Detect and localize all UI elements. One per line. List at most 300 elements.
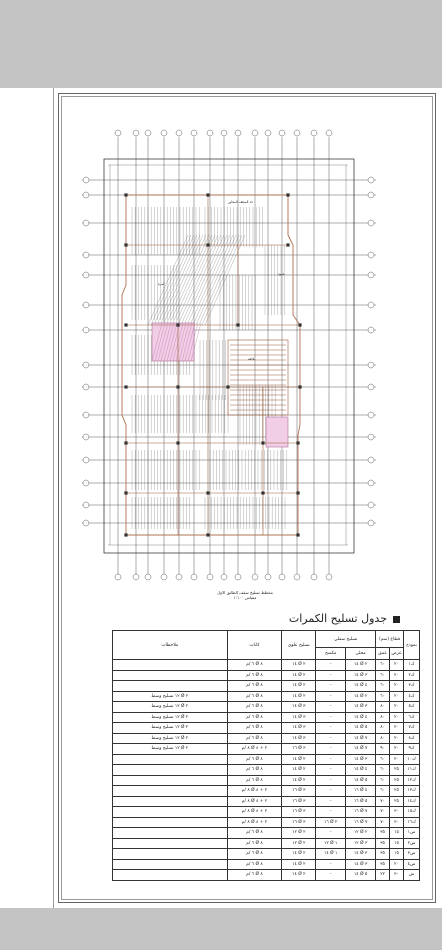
table-cell-stirrups: ٨ Ø ٦ /م	[227, 828, 282, 839]
table-cell-w: ٢٥	[390, 796, 404, 807]
table-cell-notes	[113, 786, 228, 797]
table-row	[113, 828, 420, 839]
grid-bubble	[368, 177, 374, 183]
hatch-line	[163, 235, 203, 325]
column	[261, 441, 264, 444]
table-cell-notes: ٢ Ø ١٢ تسليح وسط	[113, 723, 228, 734]
table-cell-straight: ٣ Ø ١٤	[346, 849, 376, 860]
grid-bubble	[191, 130, 197, 136]
table-cell-d: ٦٠	[376, 786, 390, 797]
table-header-row	[113, 631, 420, 648]
hatch-line	[154, 235, 194, 325]
table-heading	[240, 612, 400, 628]
column	[176, 385, 179, 388]
table-cell-straight: ٢ Ø ١٢	[346, 828, 376, 839]
grid-bubble	[83, 272, 89, 278]
table-cell-d: ٣٥	[376, 859, 390, 870]
table-cell-w: ٢٠	[390, 744, 404, 755]
grid-bubble	[83, 362, 89, 368]
grid-bubble	[279, 574, 285, 580]
table-cell-type: ك١٦	[404, 817, 420, 828]
void-area	[152, 323, 194, 361]
plan-caption-scale: مقياس ١:١٠٠	[233, 595, 257, 600]
table-cell-bent: -	[316, 702, 346, 713]
table-cell-bent: -	[316, 765, 346, 776]
table-cell-type: ك١٤	[404, 796, 420, 807]
grid-bubble	[368, 192, 374, 198]
table-cell-notes	[113, 817, 228, 828]
table-cell-w: ٢٠	[390, 859, 404, 870]
table-cell-straight: ٥ Ø ١٤	[346, 775, 376, 786]
table-cell-d: ٦٠	[376, 660, 390, 671]
table-cell-type: س٣	[404, 849, 420, 860]
grid-bubble	[235, 130, 241, 136]
table-cell-w: ٣٠	[390, 807, 404, 818]
grid-bubble	[252, 130, 258, 136]
table-row	[113, 660, 420, 671]
header-stirrups: كانات	[227, 631, 282, 660]
plan-label: كمرة	[158, 282, 165, 286]
table-cell-straight: ٧ Ø ١٤	[346, 733, 376, 744]
plan-caption	[200, 590, 290, 600]
table-cell-notes	[113, 807, 228, 818]
sheet-left-edge	[53, 88, 54, 908]
hatch-line	[178, 235, 218, 325]
table-cell-bent: ١ Ø ١٤	[316, 849, 346, 860]
table-cell-w: ٢٠	[390, 660, 404, 671]
table-cell-bent: -	[316, 670, 346, 681]
table-cell-w: ٢٥	[390, 775, 404, 786]
grid-bubble	[207, 574, 213, 580]
plan-label: حد السقف المجاور	[228, 200, 254, 204]
grid-bubble	[83, 192, 89, 198]
grid-bubble	[115, 130, 121, 136]
table-cell-straight: ٧ Ø ١٦	[346, 807, 376, 818]
table-cell-d: ٨٠	[376, 733, 390, 744]
plan-label: عمود	[278, 272, 285, 276]
table-cell-top: ٣ Ø ١٤	[282, 733, 316, 744]
grid-bubble	[368, 502, 374, 508]
grid-bubble	[83, 412, 89, 418]
column	[124, 323, 127, 326]
table-cell-w: ٣٠	[390, 870, 404, 881]
table-row	[113, 681, 420, 692]
grid-bubble	[83, 252, 89, 258]
grid-bubble	[83, 177, 89, 183]
table-cell-type: ك١	[404, 660, 420, 671]
table-cell-stirrups: ٨ Ø ٦ /م	[227, 838, 282, 849]
table-row	[113, 723, 420, 734]
table-row	[113, 765, 420, 776]
table-row	[113, 838, 420, 849]
slab-hatching	[132, 207, 287, 529]
grid-bubble	[83, 520, 89, 526]
table-cell-bent: -	[316, 796, 346, 807]
table-cell-type: ك١١	[404, 765, 420, 776]
table-cell-type: س١	[404, 828, 420, 839]
table-cell-bent: ١ Ø ١٢	[316, 838, 346, 849]
grid-bubble	[326, 574, 332, 580]
table-cell-bent: -	[316, 859, 346, 870]
table-cell-notes: ٢ Ø ١٢ تسليح وسط	[113, 691, 228, 702]
table-cell-stirrups: ٨ Ø ٦ /م	[227, 775, 282, 786]
table-cell-d: ٦٠	[376, 670, 390, 681]
column	[124, 491, 127, 494]
table-cell-w: ٢٠	[390, 702, 404, 713]
table-cell-type: ك٢	[404, 670, 420, 681]
grid-bubble	[83, 302, 89, 308]
table-cell-top: ٢ Ø ١٤	[282, 660, 316, 671]
column	[206, 533, 209, 536]
table-cell-w: ٢٥	[390, 786, 404, 797]
table-cell-notes	[113, 660, 228, 671]
column	[261, 491, 264, 494]
table-row	[113, 691, 420, 702]
hatch-line	[148, 235, 188, 325]
table-cell-w: ٢٠	[390, 754, 404, 765]
table-cell-bent: -	[316, 691, 346, 702]
header-straight: محلي	[346, 648, 376, 660]
table-cell-type: ك١٠	[404, 754, 420, 765]
grid-bubble	[83, 434, 89, 440]
table-cell-type: ك٩	[404, 744, 420, 755]
table-cell-stirrups: ٨ Ø ٦ /م	[227, 723, 282, 734]
grid-bubble	[265, 574, 271, 580]
table-cell-stirrups: ٢ + ٨ Ø ٨ /م	[227, 817, 282, 828]
table-row	[113, 733, 420, 744]
grid-bubble	[326, 130, 332, 136]
table-cell-bent: -	[316, 712, 346, 723]
table-cell-type: ك٨	[404, 733, 420, 744]
table-cell-straight: ٤ Ø ١٤	[346, 765, 376, 776]
grid-bubble	[311, 574, 317, 580]
table-cell-notes	[113, 849, 228, 860]
table-cell-stirrups: ٨ Ø ٦ /م	[227, 765, 282, 776]
table-cell-d: ٧٠	[376, 817, 390, 828]
grid-bubble	[368, 362, 374, 368]
grid-bubble	[311, 130, 317, 136]
column	[124, 243, 127, 246]
grid-bubble	[161, 130, 167, 136]
table-cell-bent: -	[316, 733, 346, 744]
table-cell-notes	[113, 870, 228, 881]
hatch-line	[175, 235, 215, 325]
hatch-line	[166, 235, 206, 325]
table-cell-top: ٢ Ø ١٤	[282, 870, 316, 881]
table-cell-bent: -	[316, 828, 346, 839]
column	[296, 533, 299, 536]
table-row	[113, 702, 420, 713]
table-cell-w: ٢٠	[390, 681, 404, 692]
table-cell-d: ٦٠	[376, 681, 390, 692]
table-cell-w: ٢٠	[390, 712, 404, 723]
beam-reinforcement-table	[112, 630, 420, 881]
header-bottom: تسليح سفلي	[316, 631, 376, 648]
hatch-line	[151, 235, 191, 325]
table-cell-notes	[113, 670, 228, 681]
grid-bubble	[252, 574, 258, 580]
column	[124, 193, 127, 196]
table-cell-d: ٦٠	[376, 754, 390, 765]
table-cell-bent: ٢ Ø ١٦	[316, 817, 346, 828]
table-cell-d: ٧٠	[376, 796, 390, 807]
table-cell-stirrups: ٨ Ø ٦ /م	[227, 670, 282, 681]
hatch-line	[169, 235, 209, 325]
table-cell-stirrups: ٨ Ø ٦ /م	[227, 859, 282, 870]
grid-bubble	[145, 574, 151, 580]
table-cell-d: ٨٠	[376, 712, 390, 723]
table-cell-w: ١٥	[390, 838, 404, 849]
plan-caption-title: مخطط تسليح سقف الطابق الاول	[217, 590, 273, 595]
table-cell-type: ك١٥	[404, 807, 420, 818]
grid-bubble	[368, 457, 374, 463]
hatch-line	[184, 235, 224, 325]
table-cell-top: ٣ Ø ١٤	[282, 723, 316, 734]
grid-bubble	[294, 130, 300, 136]
table-cell-top: ٢ Ø ١٤	[282, 691, 316, 702]
table-cell-notes	[113, 859, 228, 870]
grid-bubble	[368, 302, 374, 308]
table-cell-d: ٦٠	[376, 765, 390, 776]
table-cell-top: ٢ Ø ١٤	[282, 681, 316, 692]
table-cell-bent: -	[316, 744, 346, 755]
table-cell-w: ٢٠	[390, 670, 404, 681]
grid-bubble	[368, 520, 374, 526]
table-cell-top: ٢ Ø ١٤	[282, 765, 316, 776]
grid-bubble	[207, 130, 213, 136]
table-cell-w: ٢٠	[390, 733, 404, 744]
table-heading-text: جدول تسليح الكمرات	[288, 612, 387, 625]
table-cell-stirrups: ٢ + ٨ Ø ٨ /م	[227, 807, 282, 818]
table-cell-straight: ٢ Ø ١٤	[346, 660, 376, 671]
header-width: عرض	[390, 648, 404, 660]
table-cell-type: ك١٢	[404, 775, 420, 786]
table-cell-straight: ٤ Ø ١٦	[346, 786, 376, 797]
table-cell-notes: ٢ Ø ١٢ تسليح وسط	[113, 733, 228, 744]
table-cell-type: ك٤	[404, 691, 420, 702]
table-cell-stirrups: ٨ Ø ٦ /م	[227, 733, 282, 744]
column	[206, 491, 209, 494]
table-row	[113, 744, 420, 755]
column	[286, 243, 289, 246]
column	[124, 533, 127, 536]
column	[298, 323, 301, 326]
table-cell-bent: -	[316, 786, 346, 797]
table-cell-top: ٣ Ø ١٦	[282, 817, 316, 828]
table-cell-top: ٣ Ø ١٦	[282, 807, 316, 818]
header-depth: عمق	[376, 648, 390, 660]
table-row	[113, 870, 420, 881]
grid-bubble	[368, 384, 374, 390]
table-row	[113, 786, 420, 797]
table-cell-notes	[113, 681, 228, 692]
table-cell-notes: ٢ Ø ١٢ تسليح وسط	[113, 712, 228, 723]
grid-bubble	[176, 574, 182, 580]
table-cell-d: ٦٠	[376, 691, 390, 702]
table-cell-type: ش	[404, 870, 420, 881]
table-cell-stirrups: ٢ + ٨ Ø ٨ /م	[227, 796, 282, 807]
table-row	[113, 670, 420, 681]
table-cell-bent: -	[316, 807, 346, 818]
hatch-line	[196, 235, 236, 325]
hatch-line	[205, 235, 245, 325]
table-cell-straight: ٣ Ø ١٤	[346, 702, 376, 713]
table-row	[113, 796, 420, 807]
header-type: نموذج	[404, 631, 420, 660]
table-cell-straight: ٢ Ø ١٤	[346, 691, 376, 702]
column	[298, 385, 301, 388]
table-cell-bent: -	[316, 870, 346, 881]
grid-bubble	[115, 574, 121, 580]
table-cell-notes	[113, 765, 228, 776]
table-cell-stirrups: ٨ Ø ٦ /م	[227, 870, 282, 881]
grid-bubble	[368, 220, 374, 226]
table-cell-w: ١٥	[390, 849, 404, 860]
table-cell-bent: -	[316, 723, 346, 734]
table-cell-top: ٢ Ø ١٤	[282, 754, 316, 765]
table-cell-straight: ٤ Ø ١٤	[346, 712, 376, 723]
table-cell-top: ٣ Ø ١٤	[282, 702, 316, 713]
table-cell-notes: ٢ Ø ١٢ تسليح وسط	[113, 744, 228, 755]
table-cell-top: ٢ Ø ١٤	[282, 775, 316, 786]
grid-bubble	[83, 327, 89, 333]
table-cell-d: ٩٠	[376, 744, 390, 755]
table-cell-straight: ٣ Ø ١٢	[346, 838, 376, 849]
viewer-top-bar	[0, 0, 442, 88]
table-cell-stirrups: ٨ Ø ٦ /م	[227, 681, 282, 692]
grid-bubble	[83, 384, 89, 390]
table-cell-d: ٦٠	[376, 775, 390, 786]
column	[286, 193, 289, 196]
table-cell-notes	[113, 838, 228, 849]
roof-slab-plan	[78, 125, 392, 585]
table-cell-w: ٣٠	[390, 817, 404, 828]
table-cell-stirrups: ٨ Ø ٦ /م	[227, 660, 282, 671]
table-cell-stirrups: ٨ Ø ٦ /م	[227, 849, 282, 860]
table-cell-straight: ٣ Ø ١٤	[346, 754, 376, 765]
table-cell-bent: -	[316, 660, 346, 671]
table-cell-notes: ٢ Ø ١٢ تسليح وسط	[113, 702, 228, 713]
table-row	[113, 754, 420, 765]
grid-bubble	[161, 574, 167, 580]
grid-bubble	[133, 574, 139, 580]
grid-bubble	[279, 130, 285, 136]
column	[226, 385, 229, 388]
column	[124, 385, 127, 388]
column	[296, 441, 299, 444]
table-cell-d: ٣٥	[376, 828, 390, 839]
table-cell-straight: ٥ Ø ١٤	[346, 723, 376, 734]
table-cell-type: ك٦	[404, 712, 420, 723]
table-row	[113, 712, 420, 723]
grid-bubble	[83, 502, 89, 508]
grid-bubble	[368, 272, 374, 278]
table-cell-notes	[113, 775, 228, 786]
table-cell-w: ٢٠	[390, 723, 404, 734]
grid-bubble	[145, 130, 151, 136]
table-cell-top: ٣ Ø ١٦	[282, 786, 316, 797]
table-cell-stirrups: ٨ Ø ٦ /م	[227, 702, 282, 713]
table-cell-top: ٣ Ø ١٦	[282, 796, 316, 807]
column	[296, 491, 299, 494]
grid-bubble	[221, 574, 227, 580]
grid-bubble	[83, 480, 89, 486]
hatch-line	[193, 235, 233, 325]
stair-block	[228, 340, 288, 415]
table-cell-notes	[113, 754, 228, 765]
table-cell-stirrups: ٨ Ø ٦ /م	[227, 754, 282, 765]
table-row	[113, 859, 420, 870]
header-section: قطاع (سم)	[376, 631, 404, 648]
grid-bubble	[265, 130, 271, 136]
grid-bubble	[368, 327, 374, 333]
table-cell-bent: -	[316, 754, 346, 765]
hatch-line	[181, 235, 221, 325]
hatch-line	[172, 235, 212, 325]
grid-bubble	[221, 130, 227, 136]
plan-label: بلاطة	[248, 357, 256, 361]
table-cell-straight: ٧ Ø ١٤	[346, 744, 376, 755]
column	[176, 323, 179, 326]
table-body	[113, 660, 420, 881]
grid-bubbles	[83, 130, 374, 580]
header-bent: مكسح	[316, 648, 346, 660]
table-cell-w: ٢٥	[390, 765, 404, 776]
column	[206, 193, 209, 196]
grid-bubble	[83, 457, 89, 463]
table-cell-top: ٢ Ø ١٤	[282, 670, 316, 681]
bullet-square-icon	[393, 616, 400, 623]
table-cell-top: ٣ Ø ١٦	[282, 744, 316, 755]
table-cell-straight: ٥ Ø ١٤	[346, 870, 376, 881]
table-cell-top: ٣ Ø ١٤	[282, 712, 316, 723]
grid-bubble	[294, 574, 300, 580]
table-cell-stirrups: ٨ Ø ٦ /م	[227, 712, 282, 723]
table-cell-straight: ٣ Ø ١٤	[346, 859, 376, 870]
column	[176, 441, 179, 444]
grid-bubble	[368, 412, 374, 418]
table-cell-type: ك١٣	[404, 786, 420, 797]
table-cell-notes	[113, 828, 228, 839]
table-cell-straight: ٤ Ø ١٤	[346, 681, 376, 692]
void-area	[266, 417, 288, 447]
table-row	[113, 849, 420, 860]
table-cell-stirrups: ٢ + ٨ Ø ٨ /م	[227, 786, 282, 797]
table-cell-d: ٣٥	[376, 838, 390, 849]
table-cell-top: ٢ Ø ١٢	[282, 838, 316, 849]
table-cell-d: ٣٥	[376, 849, 390, 860]
table-cell-d: ٢٢	[376, 870, 390, 881]
grid-bubble	[191, 574, 197, 580]
grid-bubble	[368, 252, 374, 258]
table-cell-type: ك٣	[404, 681, 420, 692]
table-cell-straight: ٥ Ø ١٦	[346, 796, 376, 807]
grid-bubble	[368, 434, 374, 440]
table-cell-top: ٢ Ø ١٢	[282, 828, 316, 839]
table-cell-notes	[113, 796, 228, 807]
header-notes: ملاحظات	[113, 631, 228, 660]
table-row	[113, 817, 420, 828]
hatch-line	[187, 235, 227, 325]
grid-bubble	[368, 480, 374, 486]
grid-bubble	[176, 130, 182, 136]
hatch-line	[157, 235, 197, 325]
table-cell-stirrups: ٨ Ø ٦ /م	[227, 691, 282, 702]
column	[206, 243, 209, 246]
table-cell-d: ٧٠	[376, 807, 390, 818]
table-cell-top: ٢ Ø ١٤	[282, 849, 316, 860]
table-row	[113, 807, 420, 818]
